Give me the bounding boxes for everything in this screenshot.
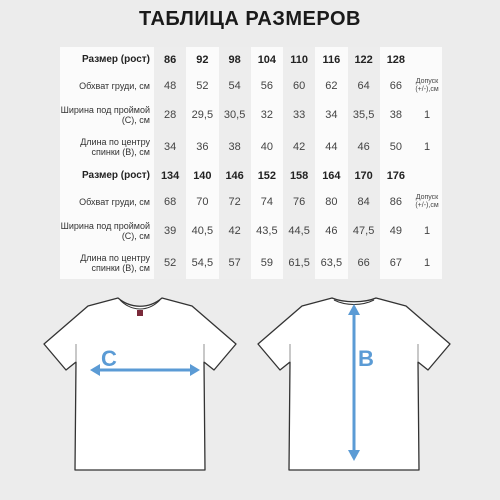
size-header-cell: 98	[219, 47, 251, 73]
measurement-value: 36	[196, 141, 209, 153]
measurement-value: 72	[219, 189, 251, 215]
size-header-cell: 134	[154, 163, 186, 189]
measurement-value: 64	[348, 73, 380, 99]
tolerance-header-cell	[412, 163, 442, 189]
measurement-value: 60	[283, 73, 315, 99]
measurement-value: 54,5	[191, 257, 214, 269]
size-header-cell: 110	[283, 47, 315, 73]
measurement-value: 35,5	[348, 99, 380, 131]
measurement-label: Длина по центру спинки (В), см	[80, 253, 150, 273]
size-header-cell: 164	[322, 170, 341, 182]
measurement-row	[60, 131, 442, 163]
page-title: ТАБЛИЦА РАЗМЕРОВ	[139, 8, 361, 30]
measurement-value: 46	[348, 131, 380, 163]
tolerance-value: 1	[423, 257, 431, 269]
size-table	[60, 47, 442, 279]
size-header-cell: 104	[257, 54, 277, 66]
measurement-value: 80	[325, 196, 338, 208]
measurement-label: Ширина под проймой (С), см	[60, 221, 150, 241]
tolerance-header-cell	[412, 47, 442, 73]
measurement-value: 50	[389, 141, 402, 153]
measurement-value: 43,5	[256, 225, 278, 237]
size-header-cell: 128	[386, 54, 406, 66]
measurement-value: 74	[260, 196, 273, 208]
measurement-value: 32	[260, 109, 273, 121]
measurement-value: 66	[348, 247, 380, 279]
measurement-row	[60, 73, 442, 99]
size-header-label: Размер (рост)	[82, 54, 150, 65]
measurement-label: Обхват груди, см	[79, 81, 150, 91]
measurement-value: 40	[260, 141, 273, 153]
size-header-cell: 140	[193, 170, 212, 182]
measurement-value: 52	[154, 247, 186, 279]
size-header-cell: 116	[322, 54, 341, 66]
measurement-value: 39	[154, 215, 186, 247]
measurement-value: 30,5	[219, 99, 251, 131]
measurement-value: 68	[154, 189, 186, 215]
size-header-label: Размер (рост)	[82, 170, 150, 181]
measurement-value: 56	[260, 80, 273, 92]
front-tshirt-drawing	[44, 298, 236, 470]
size-header-cell: 158	[283, 163, 315, 189]
tolerance-label: Допуск (+/-),см	[415, 194, 439, 209]
measurement-value: 47,5	[348, 215, 380, 247]
measurement-value: 29,5	[191, 109, 214, 121]
measurement-row	[60, 247, 442, 279]
measure-label-b: B	[358, 346, 374, 371]
measurement-value: 49	[389, 225, 402, 237]
measurement-value: 70	[196, 196, 209, 208]
measurement-row	[60, 215, 442, 247]
measure-label-c: C	[101, 346, 117, 371]
measurement-value: 33	[283, 99, 315, 131]
measurement-value: 42	[219, 215, 251, 247]
size-header-cell: 146	[219, 163, 251, 189]
size-header-cell: 92	[196, 54, 209, 66]
size-header-cell: 122	[348, 47, 380, 73]
size-header-row	[60, 163, 442, 189]
measurement-value: 38	[219, 131, 251, 163]
tolerance-value: 1	[423, 225, 431, 237]
brand-label-icon	[137, 310, 143, 316]
tolerance-value: 1	[423, 141, 431, 153]
measurement-value: 46	[325, 225, 338, 237]
measurement-value: 34	[154, 131, 186, 163]
measurement-value: 62	[325, 80, 338, 92]
measurement-label: Ширина под проймой (С), см	[60, 105, 150, 125]
measurement-row	[60, 189, 442, 215]
measurement-label: Длина по центру спинки (В), см	[80, 137, 150, 157]
measurement-label: Обхват груди, см	[79, 197, 150, 207]
measurement-row	[60, 99, 442, 131]
measurement-value: 86	[389, 196, 402, 208]
size-header-cell: 170	[348, 163, 380, 189]
measurement-value: 52	[196, 80, 209, 92]
tolerance-value: 1	[423, 109, 431, 121]
measurement-value: 66	[389, 80, 402, 92]
measurement-value: 44	[325, 141, 338, 153]
measurement-value: 28	[154, 99, 186, 131]
measurement-value: 34	[325, 109, 338, 121]
measurement-value: 48	[154, 73, 186, 99]
size-header-cell: 86	[154, 47, 186, 73]
measurement-value: 67	[389, 257, 402, 269]
measurement-value: 63,5	[320, 257, 343, 269]
measurement-value: 84	[348, 189, 380, 215]
tshirt-diagram	[0, 280, 500, 490]
measurement-value: 61,5	[283, 247, 315, 279]
size-header-cell: 176	[386, 170, 406, 182]
tolerance-label: Допуск (+/-),см	[415, 78, 439, 93]
measurement-value: 44,5	[283, 215, 315, 247]
measurement-value: 42	[283, 131, 315, 163]
size-header-row	[60, 47, 442, 73]
measurement-value: 40,5	[191, 225, 214, 237]
measurement-value: 57	[219, 247, 251, 279]
size-header-cell: 152	[257, 170, 277, 182]
measurement-value: 59	[260, 257, 273, 269]
measurement-value: 76	[283, 189, 315, 215]
measurement-value: 38	[389, 109, 402, 121]
measurement-value: 54	[219, 73, 251, 99]
